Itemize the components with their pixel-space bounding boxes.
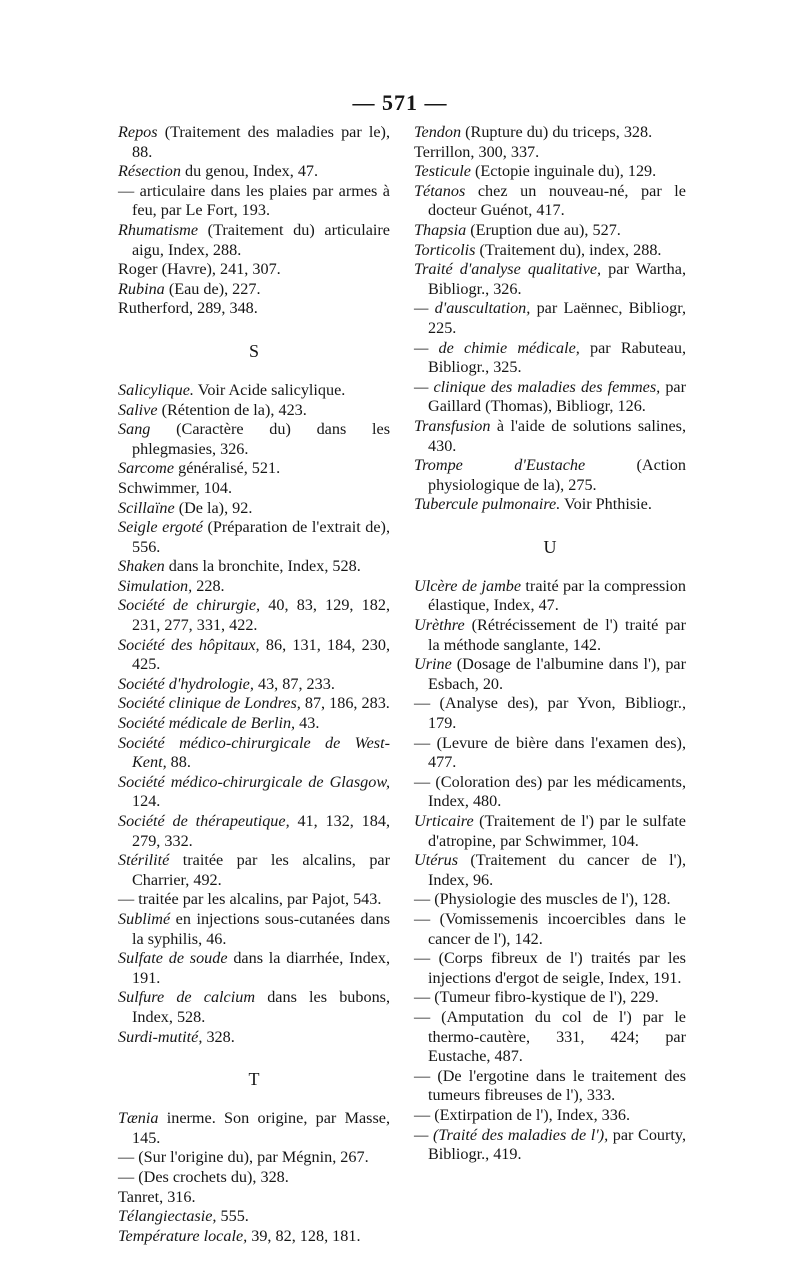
- index-entry: [118, 221, 390, 260]
- index-entry: [118, 694, 390, 714]
- entry-text: Voir Phthisie.: [560, 495, 652, 514]
- entry-text: (Traitement de l') par le sulfate d'atropine, par Schwimmer, 104.: [428, 812, 686, 850]
- index-entry: [118, 636, 390, 675]
- entry-text: (Eruption due au), 527.: [466, 220, 621, 239]
- index-entry: [118, 910, 390, 949]
- index-entry: [414, 221, 686, 241]
- index-entry: [118, 851, 390, 890]
- entry-text: dans la bronchite, Index, 528.: [164, 557, 361, 576]
- section-letter: T: [248, 1069, 260, 1090]
- index-entry: [414, 378, 686, 417]
- entry-text: par Rabuteau, Bibliogr., 325.: [428, 338, 686, 377]
- index-entry: [414, 773, 686, 812]
- entry-term: Thapsia: [414, 220, 467, 239]
- index-entry: [414, 851, 686, 890]
- entry-term: Salicylique.: [118, 380, 194, 399]
- index-entry: [118, 1109, 390, 1148]
- entry-term: Tænia: [118, 1109, 159, 1128]
- entry-text: — (Extirpation de l'), Index, 336.: [414, 1105, 631, 1124]
- entry-term: Société médico-chirurgicale de Glasgow,: [118, 772, 390, 791]
- index-entry: [414, 890, 686, 910]
- index-entry: [414, 812, 686, 851]
- index-entry: [414, 988, 686, 1008]
- entry-text: (Ectopie inguinale du), 129.: [470, 162, 657, 181]
- entry-term: Ulcère de jambe: [414, 576, 522, 595]
- entry-term: Shaken: [118, 557, 165, 576]
- index-entry: [414, 182, 686, 221]
- entry-text: — articulaire dans les plaies par armes à feu, par Le Fort, 193.: [118, 181, 390, 220]
- entry-text: 43, 87, 233.: [253, 674, 335, 693]
- entry-term: — d'auscultation,: [414, 299, 531, 318]
- entry-text: traitée par les alcalins, par Charrier, 492.: [132, 851, 390, 889]
- entry-term: Salive: [118, 400, 158, 419]
- index-entry: [118, 459, 390, 479]
- entry-text: 87, 186, 283.: [300, 694, 390, 713]
- entry-text: — (Sur l'origine du), par Mégnin, 267.: [118, 1148, 369, 1167]
- index-entry: [414, 123, 686, 143]
- entry-text: 40, 83, 129, 182, 231, 277, 331, 422.: [132, 596, 390, 635]
- entry-text: par Wartha, Bibliogr., 326.: [428, 260, 686, 298]
- entry-text: — (Levure de bière dans l'examen des), 477.: [414, 733, 686, 772]
- entry-term: Urticaire: [414, 812, 474, 830]
- entry-term: Télangiectasie,: [118, 1207, 217, 1226]
- entry-text: — (Analyse des), par Yvon, Bibliogr., 179.: [414, 694, 686, 733]
- index-entry: [118, 182, 390, 221]
- entry-term: Testicule: [414, 162, 471, 181]
- index-entry: [118, 123, 390, 162]
- entry-text: Tanret, 316.: [118, 1187, 196, 1206]
- entry-text: 39, 82, 128, 181.: [247, 1226, 361, 1245]
- entry-text: (Traitement des maladies par le), 88.: [132, 123, 390, 161]
- entry-text: (Rupture du) du triceps, 328.: [461, 123, 653, 141]
- entry-term: Sarcome: [118, 459, 175, 478]
- entry-text: 43.: [295, 714, 320, 733]
- entry-term: Sulfure de calcium: [118, 988, 256, 1007]
- entry-text: (Traitement du) articulaire aigu, Index, 288.: [132, 220, 390, 259]
- entry-text: — (De l'ergotine dans le traitement des tumeurs fibreuses de l'), 333.: [414, 1066, 686, 1105]
- entry-text: 41, 132, 184, 279, 332.: [132, 812, 390, 850]
- index-entry: [118, 479, 390, 499]
- entry-text: — (Des crochets du), 328.: [118, 1167, 289, 1186]
- entry-term: Société de chirurgie,: [118, 596, 261, 615]
- index-entry: [118, 299, 390, 319]
- index-entry: [414, 456, 686, 495]
- index-entry: [414, 260, 686, 299]
- entry-term: Scillaïne: [118, 498, 175, 517]
- entry-text: Voir Acide salicylique.: [193, 380, 346, 399]
- entry-term: Société médicale de Berlin,: [118, 714, 296, 733]
- entry-term: Tubercule pulmonaire.: [414, 495, 561, 514]
- entry-text: par Gaillard (Thomas), Bibliogr, 126.: [428, 377, 686, 416]
- index-entry: [414, 495, 686, 515]
- entry-term: Résection: [118, 162, 181, 181]
- index-entry: [118, 1188, 390, 1208]
- entry-text: (Caractère du) dans les phlegmasies, 326.: [132, 420, 390, 458]
- entry-term: Société clinique de Londres,: [118, 694, 301, 713]
- entry-term: Surdi-mutité,: [118, 1027, 203, 1046]
- index-entry: [414, 734, 686, 773]
- entry-term: Transfusion: [414, 416, 491, 435]
- entry-term: Tendon: [414, 123, 462, 141]
- entry-text: par Courty, Bibliogr., 419.: [428, 1125, 686, 1164]
- entry-text: 86, 131, 184, 230, 425.: [132, 635, 391, 674]
- index-entry: [118, 162, 390, 182]
- index-entry: [414, 949, 686, 988]
- entry-term: Société d'hydrologie,: [118, 674, 254, 693]
- entry-text: chez un nouveau-né, par le docteur Guénot, 417.: [428, 181, 686, 220]
- entry-text: Terrillon, 300, 337.: [414, 142, 540, 161]
- index-entry: [414, 417, 686, 456]
- entry-term: Trompe d'Eustache: [414, 456, 586, 475]
- index-entry: [414, 1067, 686, 1106]
- entry-text: (Rétention de la), 423.: [157, 400, 307, 419]
- index-entry: [414, 910, 686, 949]
- entry-term: Utérus: [414, 851, 459, 870]
- entry-text: (Rétrécissement de l') traité par la méthode sanglante, 142.: [428, 616, 686, 654]
- entry-text: — (Amputation du col de l') par le thermo-cautère, 331, 424; par Eustache, 487.: [414, 1007, 686, 1066]
- index-entry: [118, 1227, 390, 1247]
- index-entry: [118, 949, 390, 988]
- entry-text: dans la diarrhée, Index, 191.: [132, 949, 390, 987]
- index-entry: [118, 675, 390, 695]
- index-entry: [118, 260, 390, 280]
- index-entry: [414, 694, 686, 733]
- entry-text: en injections sous-cutanées dans la syphilis, 46.: [132, 909, 390, 948]
- index-entry: [118, 596, 390, 635]
- entry-term: Société de thérapeutique,: [118, 812, 290, 830]
- entry-text: généralisé, 521.: [174, 459, 281, 478]
- entry-term: Urine: [414, 655, 452, 674]
- entry-term: Rubina: [118, 279, 165, 298]
- index-entry: [118, 1168, 390, 1188]
- entry-text: du genou, Index, 47.: [180, 162, 319, 181]
- index-entry: [414, 162, 686, 182]
- entry-term: — (Traité des maladies de l'),: [414, 1125, 609, 1144]
- index-entry: [118, 557, 390, 577]
- page-number: — 571 —: [352, 90, 448, 115]
- entry-term: Rhumatisme: [118, 220, 199, 239]
- index-entry: [118, 401, 390, 421]
- entry-term: Urèthre: [414, 616, 465, 635]
- index-entry: [118, 577, 390, 597]
- index-entry: [414, 1126, 686, 1165]
- entry-text: à l'aide de solutions salines, 430.: [428, 416, 686, 455]
- entry-term: Société des hôpitaux,: [118, 635, 260, 654]
- index-entry: [414, 1008, 686, 1067]
- entry-text: (Traitement du), index, 288.: [475, 240, 662, 259]
- entry-text: — (Physiologie des muscles de l'), 128.: [414, 890, 671, 909]
- index-entry: [414, 616, 686, 655]
- index-entry: [118, 773, 390, 812]
- entry-text: inerme. Son origine, par Masse, 145.: [132, 1109, 390, 1147]
- entry-term: Torticolis: [414, 240, 476, 259]
- entry-term: — clinique des maladies des femmes,: [414, 377, 661, 396]
- entry-term: — de chimie médicale,: [414, 338, 580, 357]
- entry-text: 88.: [166, 753, 191, 772]
- index-entry: [118, 518, 390, 557]
- entry-term: Tétanos: [414, 181, 466, 200]
- entry-text: — (Coloration des) par les médicaments, Index, 480.: [414, 772, 686, 811]
- index-entry: [414, 143, 686, 163]
- entry-text: (Traitement du cancer de l'), Index, 96.: [428, 851, 686, 889]
- entry-text: — (Tumeur fibro-kystique de l'), 229.: [414, 988, 659, 1007]
- index-entry: [118, 381, 390, 401]
- index-entry: [118, 420, 390, 459]
- index-entry: [118, 1148, 390, 1168]
- index-entry: [414, 241, 686, 261]
- index-entry: [414, 1106, 686, 1126]
- entry-text: Roger (Havre), 241, 307.: [118, 260, 281, 279]
- entry-term: Sang: [118, 420, 151, 439]
- entry-term: Stérilité: [118, 851, 170, 870]
- entry-term: Seigle ergoté: [118, 518, 203, 537]
- entry-text: dans les bubons, Index, 528.: [132, 988, 391, 1026]
- section-letter: U: [543, 536, 557, 557]
- left-column: [118, 123, 390, 1246]
- index-entry: [118, 280, 390, 300]
- index-entry: [118, 1028, 390, 1048]
- entry-term: Société médico-chirurgicale de West-Kent,: [118, 733, 390, 772]
- index-entry: [118, 734, 390, 773]
- entry-text: 124.: [132, 792, 161, 811]
- entry-text: traité par la compression élastique, Index, 47.: [428, 576, 686, 615]
- entry-text: — (Vomissemenis incoercibles dans le cancer de l'), 142.: [414, 909, 686, 948]
- index-entry: [414, 577, 686, 616]
- entry-text: (Préparation de l'extrait de), 556.: [132, 518, 390, 556]
- index-entry: [118, 812, 390, 851]
- entry-term: Traité d'analyse qualitative,: [414, 260, 602, 279]
- entry-text: (Dosage de l'albumine dans l'), par Esbach, 20.: [428, 655, 686, 693]
- entry-text: par Laënnec, Bibliogr, 225.: [428, 299, 686, 337]
- entry-text: 328.: [202, 1027, 235, 1046]
- index-entry: [118, 499, 390, 519]
- entry-text: — traitée par les alcalins, par Pajot, 543.: [118, 890, 382, 909]
- section-letter: S: [248, 340, 259, 361]
- entry-text: Schwimmer, 104.: [118, 478, 232, 497]
- entry-text: Rutherford, 289, 348.: [118, 299, 258, 318]
- entry-term: Sulfate de soude: [118, 949, 228, 968]
- index-entry: [118, 988, 390, 1027]
- entry-text: (Eau de), 227.: [164, 279, 261, 298]
- entry-text: 555.: [216, 1207, 249, 1226]
- entry-text: — (Corps fibreux de l') traités par les injections d'ergot de seigle, Index, 191.: [414, 949, 686, 987]
- index-entry: [414, 299, 686, 338]
- entry-text: (De la), 92.: [174, 498, 253, 517]
- index-entry: [118, 890, 390, 910]
- right-column: [414, 123, 686, 1165]
- index-entry: [414, 655, 686, 694]
- entry-term: Sublimé: [118, 909, 171, 928]
- entry-text: 228.: [192, 576, 225, 595]
- entry-term: Repos: [118, 123, 158, 141]
- index-entry: [118, 1207, 390, 1227]
- entry-term: Température locale,: [118, 1226, 248, 1245]
- index-entry: [414, 339, 686, 378]
- entry-text: (Action physiologique de la), 275.: [428, 456, 686, 494]
- entry-term: Simulation,: [118, 576, 193, 595]
- index-entry: [118, 714, 390, 734]
